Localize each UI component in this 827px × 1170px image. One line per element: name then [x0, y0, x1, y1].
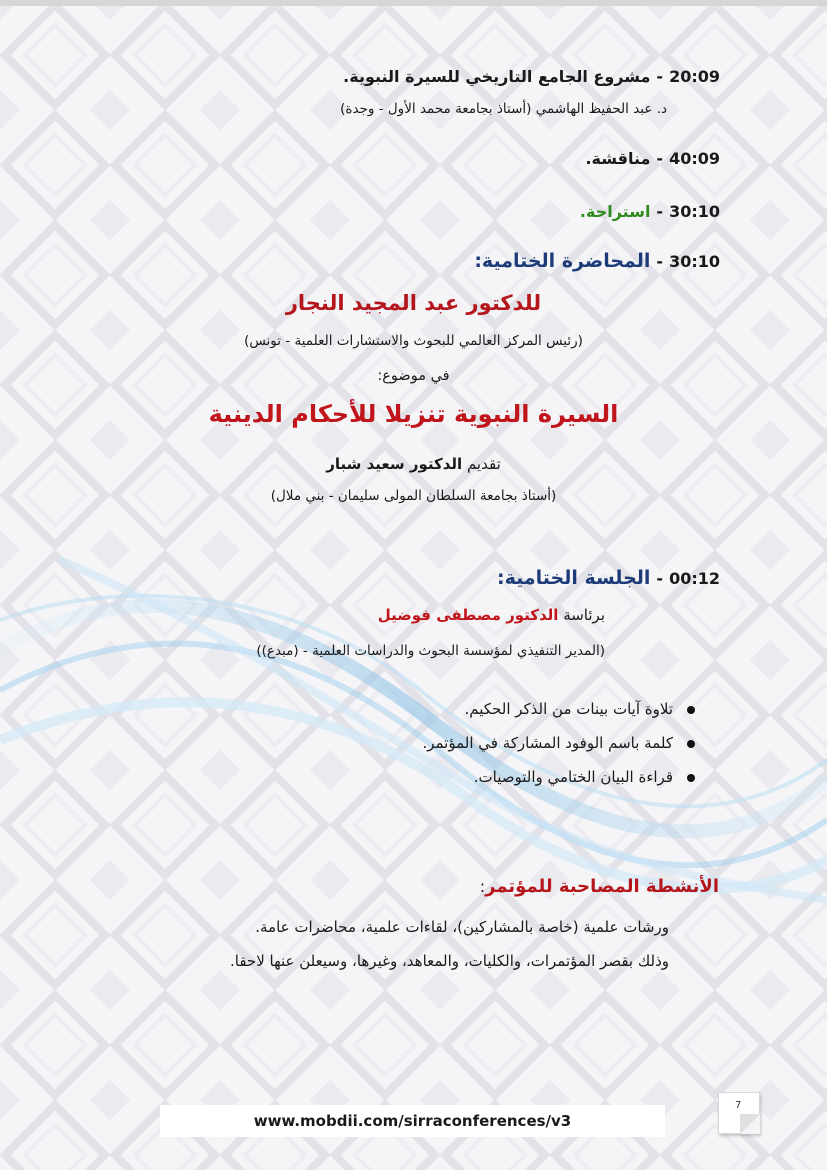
- list-item: تلاوة آيات بينات من الذكر الحكيم.: [422, 700, 695, 718]
- presenter-name: الدكتور سعيد شبار: [326, 455, 463, 473]
- chair-role: (المدير التنفيذي لمؤسسة البحوث والدراسات العلمية - (مبدع)): [256, 643, 605, 659]
- list-item: كلمة باسم الوفود المشاركة في المؤتمر.: [422, 734, 695, 752]
- section-heading: المحاضرة الختامية:: [474, 250, 651, 272]
- schedule-item-2: 40:09-مناقشة.: [585, 149, 720, 168]
- page-number-box: [718, 1092, 760, 1134]
- section-heading: الجلسة الختامية:: [496, 567, 651, 589]
- schedule-item-1: 20:09-مشروع الجامع التاريخي للسيرة النبوية.: [343, 67, 720, 86]
- activities-line-1: ورشات علمية (خاصة بالمشاركين)، لقاءات علمية، محاضرات عامة.: [255, 918, 669, 936]
- lecture-speaker: للدكتور عبد المجيد النجار: [285, 291, 542, 315]
- time-label: 30:10: [669, 252, 720, 271]
- time-label: 40:09: [669, 149, 720, 168]
- presenter-line: [0, 455, 827, 473]
- activities-title: الأنشطة المصاحبة للمؤتمر: [485, 876, 719, 897]
- list-item: قراءة البيان الختامي والتوصيات.: [422, 768, 695, 786]
- chair-line: [378, 606, 605, 624]
- topic-intro: في موضوع:: [377, 368, 450, 384]
- activities-line-2: وذلك بقصر المؤتمرات، والكليات، والمعاهد، وغيرها، وسيعلن عنها لاحقا.: [230, 952, 669, 970]
- page-number: 7: [735, 1100, 742, 1111]
- item-detail: د. عبد الحفيظ الهاشمي (أستاذ بجامعة محمد الأول - وجدة): [340, 101, 667, 117]
- item-title: مشروع الجامع التاريخي للسيرة النبوية.: [343, 67, 651, 86]
- chair-prefix: برئاسة: [563, 606, 605, 624]
- break-label: استراحة.: [579, 202, 651, 221]
- chair-name: الدكتور مصطفى فوضيل: [377, 606, 559, 624]
- time-label: 30:10: [669, 202, 720, 221]
- closing-items-list: [422, 700, 695, 802]
- presenter-prefix: تقديم: [466, 455, 501, 473]
- time-label: 20:09: [669, 67, 720, 86]
- schedule-item-4: 30:10-المحاضرة الختامية:: [474, 250, 720, 272]
- time-label: 00:12: [669, 569, 720, 588]
- closing-session: 00:12-الجلسة الختامية:: [496, 567, 720, 589]
- footer-url[interactable]: www.mobdii.com/sirraconferences/v3: [160, 1105, 665, 1137]
- presenter-role: (أستاذ بجامعة السلطان المولى سليمان - بني ملال): [270, 488, 557, 504]
- activities-heading: الأنشطة المصاحبة للمؤتمر:: [479, 876, 719, 897]
- speaker-role: (رئيس المركز العالمي للبحوث والاستشارات العلمية - تونس): [244, 333, 583, 349]
- schedule-item-3: 30:10-استراحة.: [579, 202, 720, 221]
- item-title: مناقشة.: [585, 149, 651, 168]
- lecture-topic: السيرة النبوية تنزيلا للأحكام الدينية: [208, 400, 619, 428]
